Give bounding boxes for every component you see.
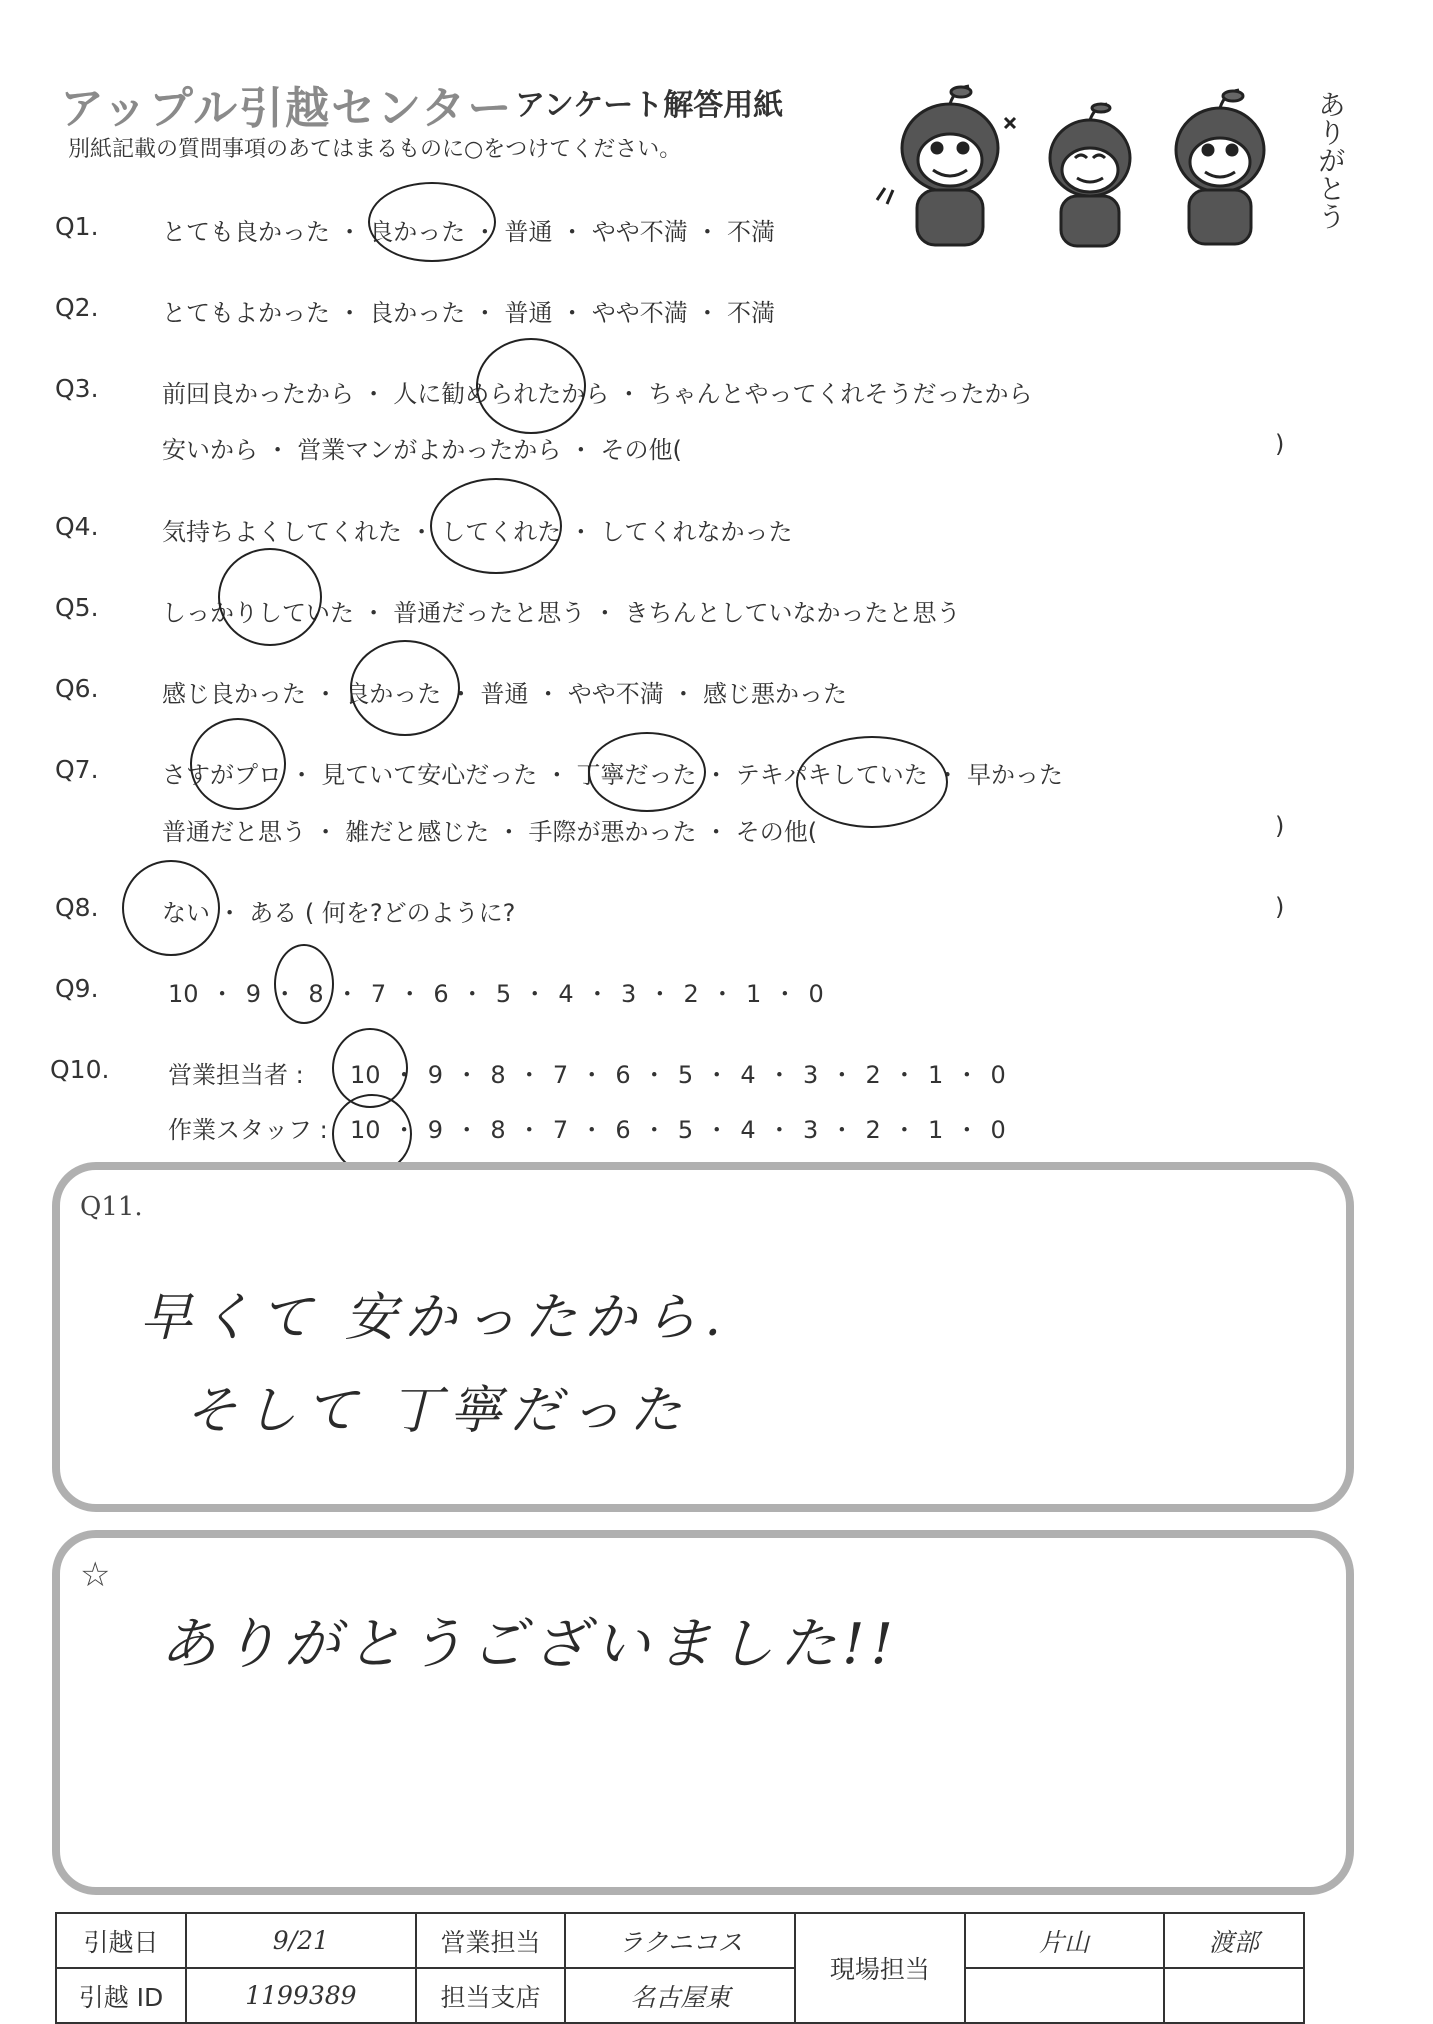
q1-answer-circle [368, 182, 496, 262]
q3-label: Q3. [55, 374, 99, 403]
q9-scale: 10 ・ 9 ・ 8 ・ 7 ・ 6 ・ 5 ・ 4 ・ 3 ・ 2 ・ 1 ・ 0 [168, 980, 824, 1008]
q6-options: 感じ良かった ・ 良かった ・ 普通 ・ やや不満 ・ 感じ悪かった [162, 680, 848, 708]
q8-options: ない ・ ある ( 何を?どのように? [162, 899, 516, 927]
instruction-text: 別紙記載の質問事項のあてはまるものに○をつけてください。 [68, 137, 682, 162]
q3-options-line2: 安いから ・ 営業マンがよかったから ・ その他( [162, 436, 682, 464]
q1-options: とても良かった ・ 良かった ・ 普通 ・ やや不満 ・ 不満 [162, 218, 776, 246]
q2-label: Q2. [55, 293, 99, 322]
q10-sales-scale: 10 ・ 9 ・ 8 ・ 7 ・ 6 ・ 5 ・ 4 ・ 3 ・ 2 ・ 1 ・ 0 [350, 1061, 1006, 1089]
q4-label: Q4. [55, 512, 99, 541]
gorilla-mascot-illustration [875, 78, 1315, 258]
q7-close-paren: ) [1275, 812, 1285, 840]
site-label: 現場担当 [795, 1913, 964, 2023]
branch-label: 担当支店 [416, 1968, 566, 2023]
sales-label: 営業担当 [416, 1913, 566, 1968]
sales-value: ラクニコス [565, 1913, 795, 1968]
site-staff-1: 片山 [965, 1913, 1164, 1968]
q10-sales-label: 営業担当者 : [168, 1061, 304, 1089]
q6-label: Q6. [55, 674, 99, 703]
footer-info-table [55, 1912, 1305, 2024]
q3-options-line1: 前回良かったから ・ 人に勧められたから ・ ちゃんとやってくれそうだったから [162, 380, 1033, 408]
q5-label: Q5. [55, 593, 99, 622]
q7-answer-circle-3 [796, 736, 948, 828]
company-name: アップル引越センター [60, 83, 514, 134]
q11-label: Q11. [80, 1192, 143, 1222]
q3-answer-circle [476, 338, 586, 434]
q5-options: しっかりしていた ・ 普通だったと思う ・ きちんとしていなかったと思う [162, 599, 961, 627]
move-id-value: 1199389 [186, 1968, 416, 2023]
q7-answer-circle-2 [588, 732, 706, 812]
q7-options-line2: 普通だと思う ・ 雑だと感じた ・ 手際が悪かった ・ その他( [162, 818, 818, 846]
form-title: アンケート解答用紙 [515, 88, 784, 123]
q7-options-line1: さすがプロ ・ 見ていて安心だった ・ 丁寧だった ・ テキパキしていた ・ 早かった [162, 761, 1064, 789]
comment-message: ありがとうございました!! [160, 1612, 900, 1677]
site-staff-2: 渡部 [1164, 1913, 1304, 1968]
move-date-label: 引越日 [56, 1913, 186, 1968]
q7-label: Q7. [55, 755, 99, 784]
site-staff-empty-2 [1164, 1968, 1304, 2023]
q7-answer-circle-1 [190, 718, 286, 810]
q11-answer-line1: 早くて 安かったから. [140, 1288, 730, 1348]
q4-options: 気持ちよくしてくれた ・ してくれた ・ してくれなかった [162, 518, 793, 546]
site-staff-empty-1 [965, 1968, 1164, 2023]
q9-label: Q9. [55, 974, 99, 1003]
move-date-value: 9/21 [186, 1913, 416, 1968]
mascot-thanks-text: ありがとう [1314, 90, 1347, 230]
q8-label: Q8. [55, 893, 99, 922]
move-id-label: 引越 ID [56, 1968, 186, 2023]
q10-staff-scale: 10 ・ 9 ・ 8 ・ 7 ・ 6 ・ 5 ・ 4 ・ 3 ・ 2 ・ 1 ・ 0 [350, 1116, 1006, 1144]
gorilla-mascot-icon [875, 78, 1315, 258]
comment-box [52, 1530, 1354, 1895]
q9-answer-circle [274, 944, 334, 1024]
q5-answer-circle [218, 548, 322, 646]
q4-answer-circle [430, 478, 562, 574]
q3-close-paren: ) [1275, 430, 1285, 458]
branch-value: 名古屋東 [565, 1968, 795, 2023]
q2-options: とてもよかった ・ 良かった ・ 普通 ・ やや不満 ・ 不満 [162, 299, 776, 327]
q8-answer-circle [122, 860, 220, 956]
q10-staff-label: 作業スタッフ : [168, 1116, 328, 1144]
q1-label: Q1. [55, 212, 99, 241]
q10-label: Q10. [50, 1055, 110, 1084]
q8-close-paren: ) [1275, 893, 1285, 921]
q11-answer-line2: そして 丁寧だった [185, 1381, 690, 1441]
star-label: ☆ [80, 1555, 111, 1595]
q6-answer-circle [350, 640, 460, 736]
